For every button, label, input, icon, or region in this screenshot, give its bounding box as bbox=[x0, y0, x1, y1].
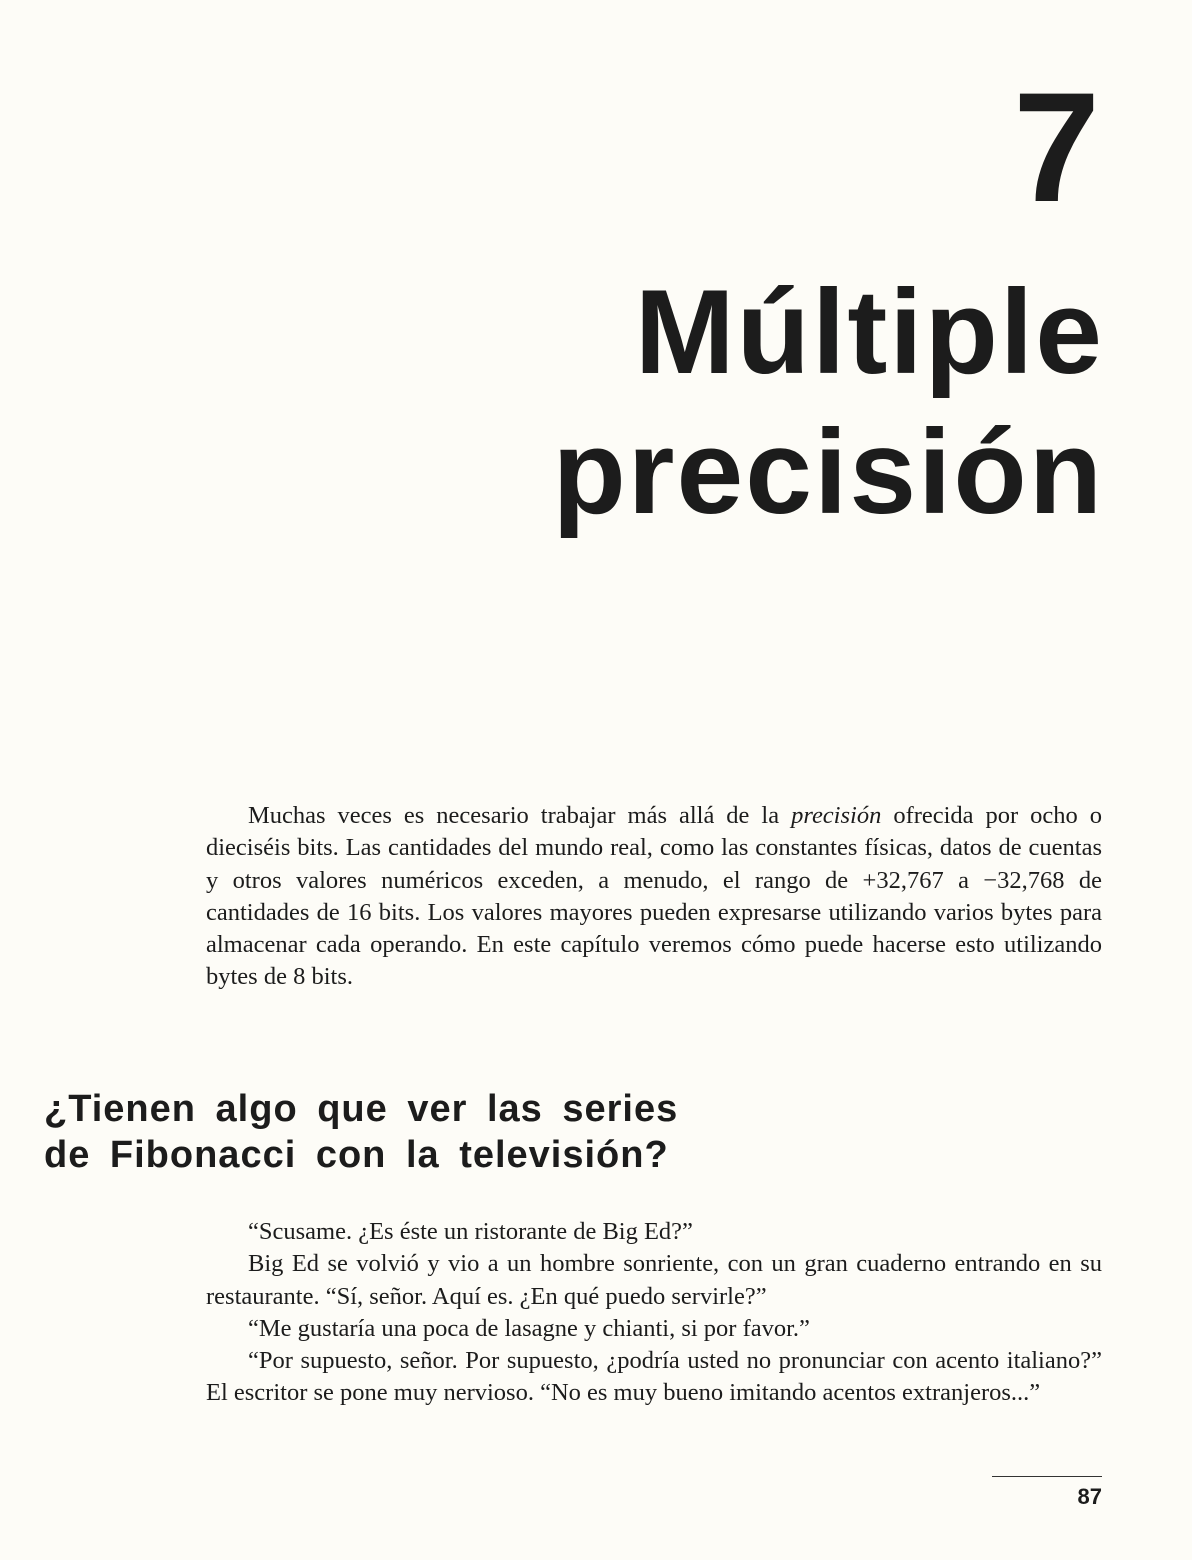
chapter-number: 7 bbox=[1013, 61, 1100, 235]
chapter-title bbox=[304, 262, 1104, 542]
story-paragraph: “Por supuesto, señor. Por supuesto, ¿podría usted no pronunciar con acento italiano?” El escritor se pone muy nervioso. “No es muy bueno imitando acentos extranjeros...” bbox=[206, 1347, 1102, 1407]
story-paragraph: “Me gustaría una poca de lasagne y chianti, si por favor.” bbox=[248, 1314, 810, 1342]
section-heading-line-1: ¿Tienen algo que ver las series bbox=[44, 1088, 679, 1130]
chapter-title-line-1: Múltiple bbox=[634, 265, 1104, 399]
story-body bbox=[206, 1216, 1102, 1410]
intro-paragraph bbox=[206, 800, 1102, 994]
page-number: 87 bbox=[1077, 1484, 1102, 1509]
intro-text-start: Muchas veces es necesario trabajar más allá de la bbox=[248, 802, 792, 829]
section-heading bbox=[44, 1086, 804, 1178]
intro-italic-term: precisión bbox=[791, 802, 882, 829]
story-paragraph: “Scusame. ¿Es éste un ristorante de Big Ed?” bbox=[248, 1218, 693, 1245]
story-paragraph: Big Ed se volvió y vio a un hombre sonriente, con un gran cuaderno entrando en su restaurante. “Sí, señor. Aquí es. ¿En qué puedo servirle?” bbox=[206, 1250, 1102, 1310]
section-heading-line-2: de Fibonacci con la televisión? bbox=[44, 1134, 669, 1176]
intro-text-end: ofrecida por ocho o dieciséis bits. Las cantidades del mundo real, como las constantes físicas, datos de cuentas y otros valores numéricos exceden, a menudo, el rango de +32,767 a −32,768 de cantidades de 16 bits. Los valores mayores pueden expresarse utilizando varios bytes para almacenar cada operando. En este capítulo veremos cómo puede hacerse esto utilizando bytes de 8 bits. bbox=[206, 802, 1103, 991]
chapter-title-line-2: precisión bbox=[552, 405, 1104, 539]
footer-rule bbox=[992, 1476, 1102, 1477]
